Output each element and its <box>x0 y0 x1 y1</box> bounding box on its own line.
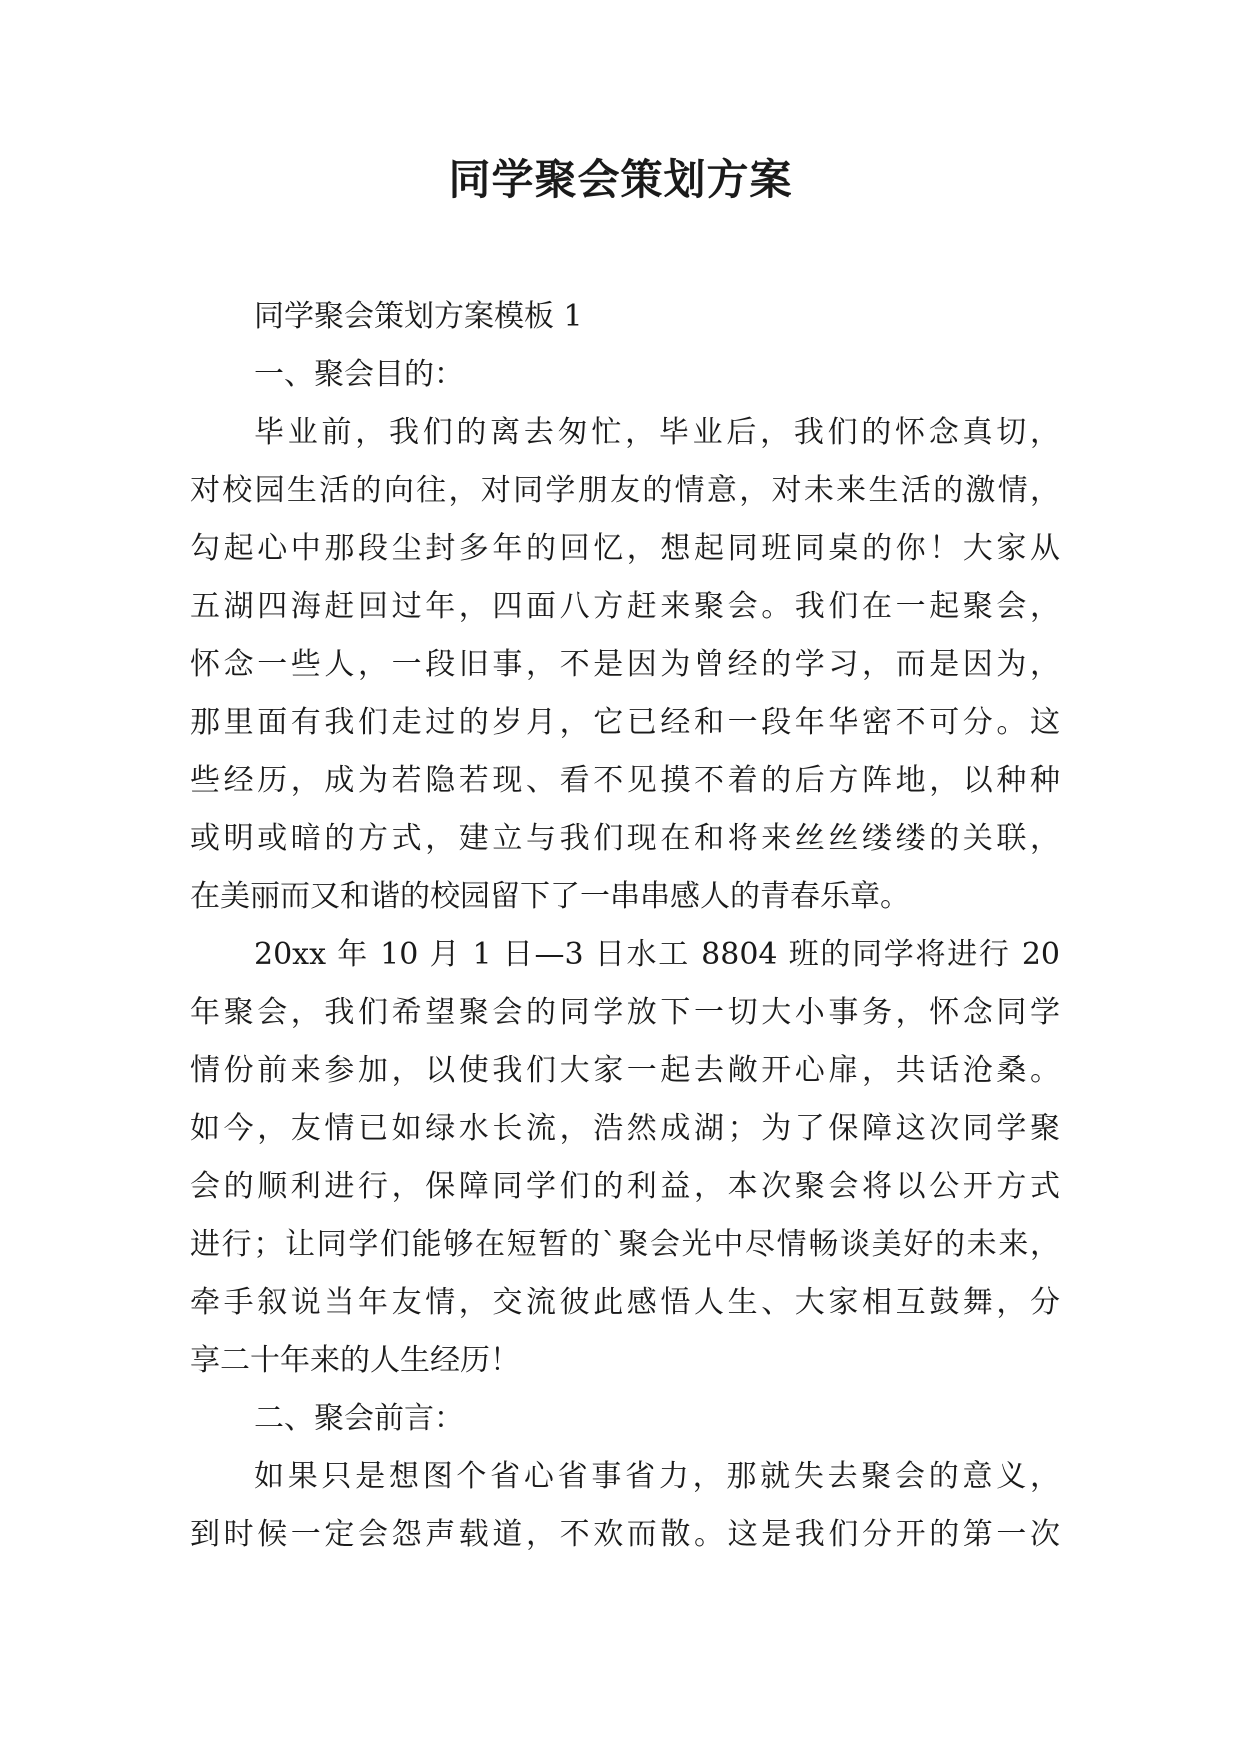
text-line: 20xx 年 10 月 1 日—3 日水工 8804 班的同学将进行 20 <box>254 937 1060 972</box>
text-line: 如果只是想图个省心省事省力，那就失去聚会的意义， <box>254 1459 1060 1494</box>
text-line: 对校园生活的向往，对同学朋友的情意，对未来生活的激情， <box>190 473 1060 508</box>
text-line: 同学聚会策划方案模板 1 <box>254 299 583 334</box>
text-line: 如今，友情已如绿水长流，浩然成湖；为了保障这次同学聚 <box>190 1111 1060 1146</box>
text-line: 享二十年来的人生经历！ <box>190 1343 520 1378</box>
text-line: 勾起心中那段尘封多年的回忆，想起同班同桌的你！大家从 <box>190 531 1060 566</box>
text-line: 或明或暗的方式，建立与我们现在和将来丝丝缕缕的关联， <box>190 821 1060 856</box>
text-line: 会的顺利进行，保障同学们的利益，本次聚会将以公开方式 <box>190 1169 1060 1204</box>
document-title: 同学聚会策划方案 <box>448 155 793 204</box>
text-line: 五湖四海赶回过年，四面八方赶来聚会。我们在一起聚会， <box>190 589 1060 624</box>
text-line: 毕业前，我们的离去匆忙，毕业后，我们的怀念真切， <box>254 415 1060 450</box>
text-line: 进行；让同学们能够在短暂的`聚会光中尽情畅谈美好的未来， <box>190 1227 1060 1262</box>
text-line: 那里面有我们走过的岁月，它已经和一段年华密不可分。这 <box>190 705 1060 740</box>
text-line: 一、聚会目的： <box>254 357 464 392</box>
text-line: 情份前来参加，以使我们大家一起去敞开心扉，共话沧桑。 <box>190 1053 1060 1088</box>
text-line: 些经历，成为若隐若现、看不见摸不着的后方阵地，以种种 <box>190 763 1060 798</box>
text-line: 二、聚会前言： <box>254 1401 464 1436</box>
text-line: 年聚会，我们希望聚会的同学放下一切大小事务，怀念同学 <box>190 995 1060 1030</box>
text-line: 牵手叙说当年友情，交流彼此感悟人生、大家相互鼓舞，分 <box>190 1285 1060 1320</box>
text-line: 到时候一定会怨声载道，不欢而散。这是我们分开的第一次 <box>190 1517 1060 1552</box>
text-line: 怀念一些人，一段旧事，不是因为曾经的学习，而是因为， <box>190 647 1060 682</box>
text-line: 在美丽而又和谐的校园留下了一串串感人的青春乐章。 <box>190 879 910 914</box>
document-body <box>190 288 1060 1564</box>
